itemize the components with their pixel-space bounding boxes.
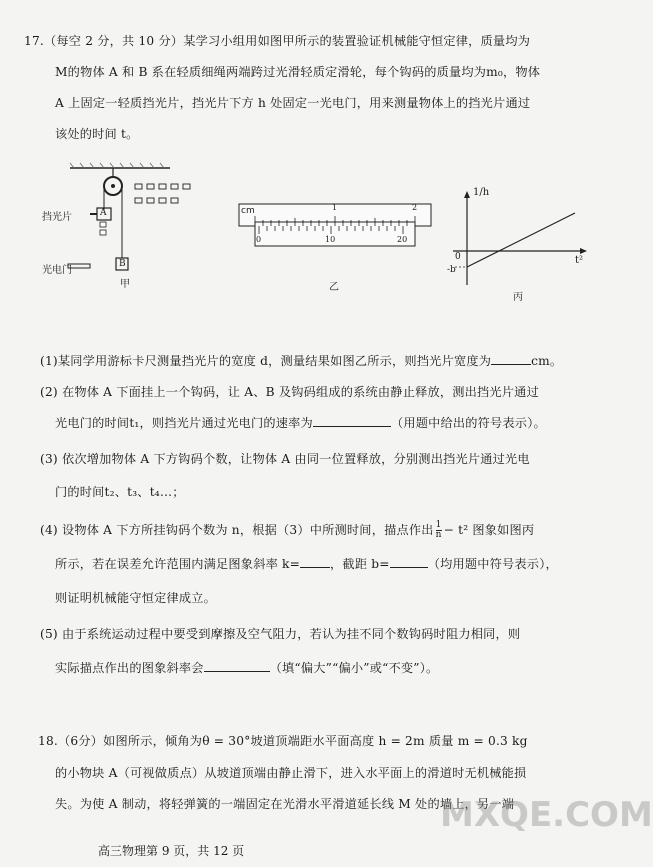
- q18-line-3: 失。为使 A 制动，将轻弹簧的一端固定在光滑水平滑道延长线 M 处的墙上，另一端: [55, 797, 515, 811]
- dangguang-label: 挡光片: [42, 212, 72, 223]
- q17-part4-line1: (4) 设物体 A 下方所挂钩码个数为 n，根据（3）中所测时间，描点作出 $\frac{1}{n}$ − t² 图象如图丙: [40, 520, 535, 540]
- origin-label: 0: [455, 252, 461, 262]
- main-scale-tick-2: 2: [412, 203, 418, 212]
- caliper-unit-label: cm: [241, 206, 255, 216]
- figure-yi-caption: 乙: [329, 282, 339, 293]
- figure-bing-caption: 丙: [513, 292, 523, 303]
- main-scale-tick-1: 1: [332, 203, 338, 212]
- q17-part2-line2: 光电门的时间t₁，则挡光片通过光电门的速率为 （用题中给出的符号表示）。: [55, 416, 546, 430]
- q17-part2-line1: (2) 在物体 A 下面挂上一个钩码，让 A、B 及钩码组成的系统由静止释放，测出挡光片通过: [40, 385, 539, 399]
- answer-blank-2[interactable]: [313, 415, 391, 427]
- q17-part3-line2: 门的时间t₂、t₃、t₄…；: [55, 485, 185, 499]
- figure-jia-caption: 甲: [120, 279, 130, 290]
- q18-line-2: 的小物块 A（可视做质点）从坡道顶端由静止滑下，进入水平面上的滑道时无机械能损: [55, 766, 527, 780]
- vernier-tick-0: 0: [256, 235, 262, 244]
- body-b-label: B: [119, 259, 126, 269]
- body-a-label: A: [100, 208, 107, 218]
- q17-line-4: 该处的时间 t。: [55, 127, 139, 141]
- answer-blank-4[interactable]: [390, 556, 428, 568]
- q17-part5-line1: (5) 由于系统运动过程中要受到摩擦及空气阻力，若认为挂不同个数钩码时阻力相同，则: [40, 627, 521, 641]
- guangdianmen-label: 光电门: [42, 265, 72, 276]
- q17-line-1: 17.（每空 2 分，共 10 分）某学习小组用如图甲所示的装置验证机械能守恒定律，质量均为: [24, 34, 531, 48]
- intercept-label: -b: [447, 265, 456, 275]
- q17-part4-line2: 所示，若在误差允许范围内满足图象斜率 k= ，截距 b= （均用题中符号表示），: [55, 557, 558, 571]
- inverse-n-vs-t2-graph: [445, 185, 595, 290]
- q17-part4-line3: 则证明机械能守恒定律成立。: [55, 591, 217, 605]
- figure-jia: [40, 160, 200, 290]
- q17-line-3: A 上固定一轻质挡光片，挡光片下方 h 处固定一光电门，用来测量物体上的挡光片通过: [55, 96, 531, 110]
- vernier-tick-20: 20: [397, 235, 408, 244]
- y-axis-label: 1/h: [473, 187, 490, 198]
- fraction-1-over-n: $\frac{1}{n}$: [435, 520, 442, 540]
- watermark-logo: MXQE.COM: [440, 795, 653, 835]
- q17-part1: (1)某同学用游标卡尺测量挡光片的宽度 d，测量结果如图乙所示，则挡光片宽度为 cm。: [40, 354, 563, 368]
- q17-part3-line1: (3) 依次增加物体 A 下方钩码个数，让物体 A 由同一位置释放，分别测出挡光片通过光电: [40, 452, 530, 466]
- q17-part5-line2: 实际描点作出的图象斜率会 （填“偏大”“偏小”或“不变”）。: [55, 661, 439, 675]
- q17-line-2: M的物体 A 和 B 系在轻质细绳两端跨过光滑轻质定滑轮，每个钩码的质量均为m₀，物体: [55, 65, 541, 79]
- q18-line-1: 18.（6分）如图所示，倾角为θ = 30°坡道顶端距水平面高度 h = 2m 质量 m = 0.3 kg: [38, 734, 528, 748]
- figure-bing: [445, 185, 595, 305]
- figure-yi: [235, 200, 435, 300]
- x-axis-label: t²: [575, 255, 584, 266]
- vernier-tick-10: 10: [325, 235, 336, 244]
- answer-blank-5[interactable]: [204, 660, 270, 672]
- page-footer: 高三物理第 9 页，共 12 页: [98, 844, 245, 858]
- answer-blank-3[interactable]: [300, 556, 330, 568]
- answer-blank-1[interactable]: [491, 353, 531, 365]
